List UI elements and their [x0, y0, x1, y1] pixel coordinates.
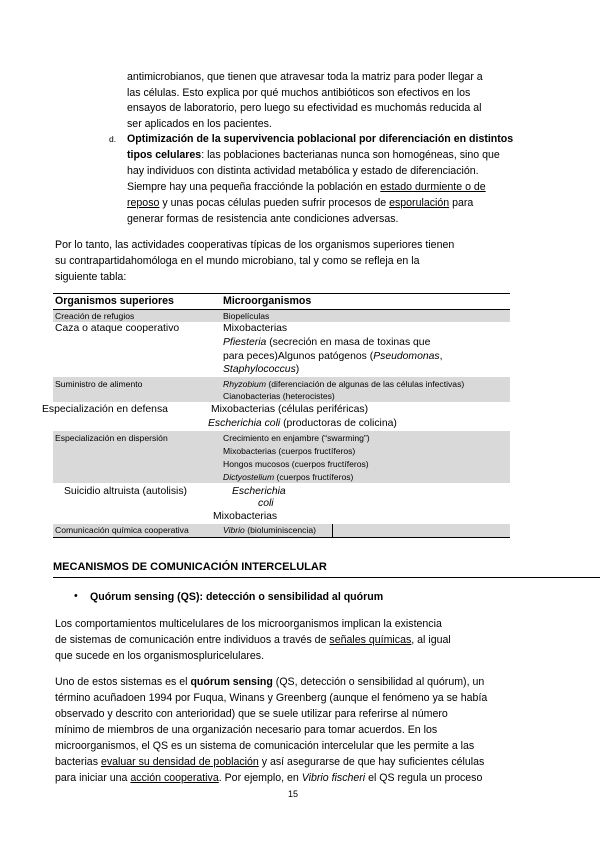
text-span: (productoras de colicina)	[280, 418, 397, 429]
table-cell-border	[332, 524, 333, 537]
table-cell: Mixobacterias	[213, 511, 278, 522]
text-span: (QS, detección o sensibilidad al quórum), un	[272, 676, 485, 688]
species-name: Pfiesteria	[223, 337, 267, 348]
text-span: : las poblaciones bacterianas nunca son homogéneas, sino que	[201, 149, 500, 161]
underlined-term: reposo	[127, 197, 160, 209]
text-span: ,	[439, 351, 443, 362]
table-cell: Creación de refugios	[55, 311, 135, 321]
table-cell: Mixobacterias (cuerpos fructíferos)	[223, 446, 356, 456]
section-title: MECANISMOS DE COMUNICACIÓN INTERCELULAR	[53, 561, 327, 573]
text-span: Siempre hay una pequeña fracciónde la población en	[127, 181, 381, 193]
underlined-term: acción cooperativa	[130, 772, 219, 784]
underlined-term: esporulación	[389, 197, 450, 209]
table-cell: Crecimiento en enjambre (“swarming”)	[223, 433, 370, 443]
underlined-term: señales químicas	[329, 634, 412, 646]
species-name: Escherichia coli	[208, 418, 281, 429]
paragraph-line: mínimo de miembros de una organización necesario para tomar acuerdos. En los	[55, 724, 438, 736]
bullet-icon: •	[74, 590, 78, 602]
column-header: Organismos superiores	[55, 295, 174, 307]
paragraph-line: ser aplicados en los pacientes.	[127, 118, 272, 130]
table-cell	[258, 498, 274, 509]
underlined-term: evaluar su densidad de población	[100, 756, 259, 768]
species-name: Pseudomonas	[373, 351, 440, 362]
column-header: Microorganismos	[223, 295, 312, 307]
paragraph-line	[55, 771, 482, 786]
paragraph-line: antimicrobianos, que tienen que atravesar toda la matriz para poder llegar a	[127, 71, 483, 83]
list-marker: d.	[109, 134, 117, 144]
table-bottom-rule	[53, 537, 510, 538]
table-cell	[223, 472, 353, 482]
text-span: para iniciar una	[55, 772, 131, 784]
paragraph-line	[55, 755, 484, 770]
text-span: y unas pocas células pueden sufrir procesos de	[159, 197, 390, 209]
table-cell	[223, 379, 464, 389]
paragraph-line: Por lo tanto, las actividades cooperativas típicas de los organismos superiores tienen	[55, 239, 455, 251]
table-header	[53, 293, 510, 310]
paragraph-line: las células. Esto explica por qué muchos antibióticos son efectivos en los	[127, 87, 471, 99]
species-name: Dictyostelium	[223, 472, 275, 482]
table-cell	[208, 418, 397, 429]
text-span: Uno de estos sistemas es el	[55, 676, 191, 688]
table-cell	[232, 486, 286, 497]
table-cell	[223, 351, 443, 362]
text-span: para peces)Algunos patógenos (	[223, 351, 374, 362]
list-item-line: generar formas de resistencia ante condiciones adversas.	[127, 213, 399, 225]
list-item-title-cont: tipos celulares	[127, 149, 202, 161]
table-cell: Hongos mucosos (cuerpos fructíferos)	[223, 459, 369, 469]
paragraph-line: ensayos de laboratorio, pero luego su efectividad es muchomás reducida al	[127, 102, 482, 114]
list-item-line	[127, 148, 500, 163]
paragraph-line	[55, 633, 451, 648]
bold-term: quórum sensing	[190, 676, 273, 688]
list-item-line: hay individuos con distinta actividad metabólica y estado de diferenciación.	[127, 165, 479, 177]
table-cell: Mixobacterias	[223, 323, 288, 334]
text-span: (secreción en masa de toxinas que	[266, 337, 431, 348]
underlined-term: estado durmiente o de	[380, 181, 486, 193]
table-cell: Biopelículas	[223, 311, 270, 321]
text-span: , al igual	[411, 634, 451, 646]
text-span: de sistemas de comunicación entre individuos a través de	[55, 634, 330, 646]
species-name: coli	[258, 498, 274, 509]
table-cell: Caza o ataque cooperativo	[55, 323, 180, 334]
list-item-line	[127, 180, 486, 195]
table-cell	[223, 337, 430, 348]
species-name: Staphylococcus	[223, 364, 296, 375]
table-cell: Mixobacterias (células periféricas)	[211, 404, 369, 415]
text-span: y así asegurarse de que hay suficientes células	[258, 756, 485, 768]
bullet-heading: Quórum sensing (QS): detección o sensibilidad al quórum	[90, 591, 384, 603]
list-item-line	[127, 196, 473, 211]
table-cell: Suicidio altruista (autolisis)	[64, 486, 188, 497]
species-name: Escherichia	[232, 486, 286, 497]
paragraph-line: microorganismos, el QS es un sistema de comunicación intercelular que les permite a las	[55, 740, 475, 752]
text-span: (bioluminiscencia)	[244, 525, 316, 535]
species-name: Vibrio fischeri	[301, 772, 366, 784]
table-cell	[223, 525, 316, 535]
text-span: . Por ejemplo, en	[218, 772, 302, 784]
paragraph-line: su contrapartidahomóloga en el mundo microbiano, tal y como se refleja en la	[55, 255, 420, 267]
paragraph-line: término acuñadoen 1994 por Fuqua, Winans y Greenberg (aunque el fenómeno ya se había	[55, 692, 488, 704]
paragraph-line: siguiente tabla:	[55, 271, 127, 283]
paragraph-line: que sucede en los organismospluricelulares.	[55, 650, 265, 662]
table-cell	[223, 364, 299, 375]
table-cell: Comunicación química cooperativa	[55, 525, 189, 535]
text-span: )	[295, 364, 300, 375]
section-rule	[53, 577, 600, 578]
table-cell: Cianobacterias (heterocistes)	[223, 391, 335, 401]
page-number: 15	[288, 789, 299, 799]
paragraph-line: observado y descrito con anterioridad) que se suele utilizar para referirse al número	[55, 708, 448, 720]
text-span: (cuerpos fructíferos)	[274, 472, 354, 482]
species-name: Rhyzobium	[223, 379, 266, 389]
paragraph-line	[55, 675, 484, 690]
table-cell: Especialización en dispersión	[55, 433, 168, 443]
text-span: para	[449, 197, 474, 209]
text-span: bacterias	[55, 756, 101, 768]
table-cell: Suministro de alimento	[55, 379, 143, 389]
table-cell: Especialización en defensa	[42, 404, 168, 415]
list-item-title: Optimización de la supervivencia poblacional por diferenciación en distintos	[127, 133, 514, 145]
paragraph-line: Los comportamientos multicelulares de los microorganismos implican la existencia	[55, 618, 442, 630]
species-name: Vibrio	[223, 525, 245, 535]
text-span: (diferenciación de algunas de las células infectivas)	[266, 379, 465, 389]
text-span: el QS regula un proceso	[365, 772, 483, 784]
